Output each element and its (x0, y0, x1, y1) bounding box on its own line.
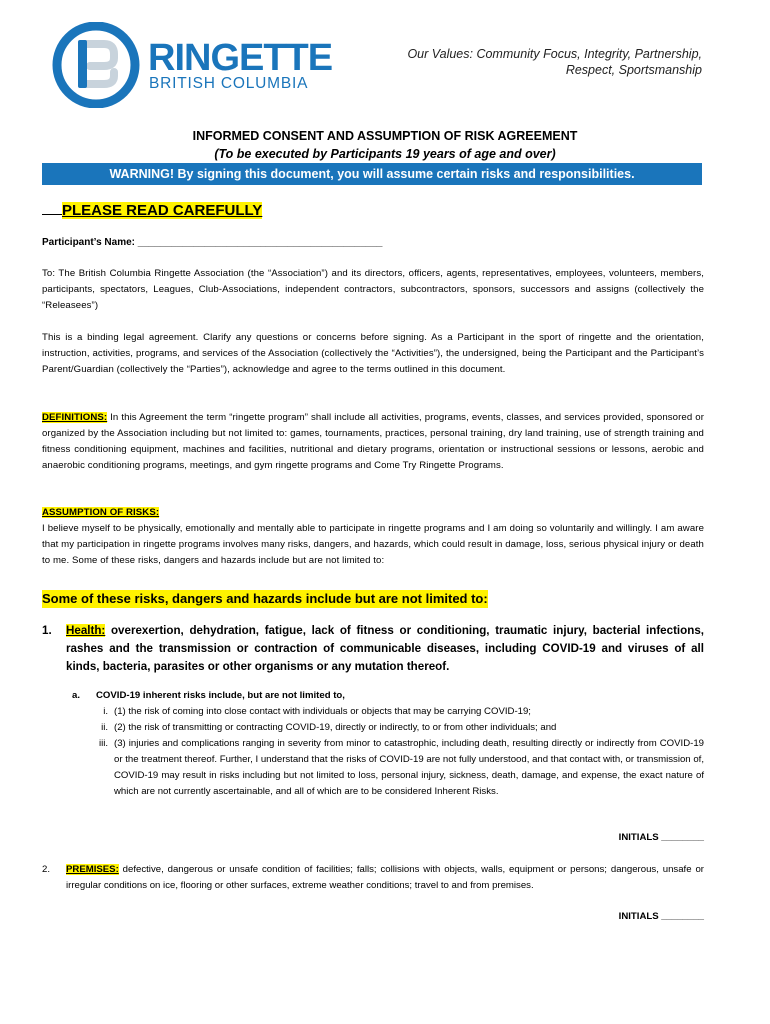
document-subtitle: (To be executed by Participants 19 years of age and over) (214, 147, 556, 161)
initials-field-1[interactable]: INITIALS ________ (618, 832, 704, 843)
premises-body (66, 862, 704, 894)
ringette-ring-icon (52, 22, 144, 108)
assumption-label: ASSUMPTION OF RISKS: (42, 507, 160, 518)
releasees-paragraph: To: The British Columbia Ringette Association (the “Association”) and its directors, officers, agents, representatives, employees, volunteers, members, participants, spectators, Leagues, Club-Associations, independent contractors, subcontractors, sponsors, successors and assigns (collectively the “Releasees”) (42, 268, 704, 311)
roman-text: (2) the risk of transmitting or contracting COVID-19, directly or indirectly, to or from other individuals; and (114, 722, 557, 733)
item-number: 1. (42, 624, 52, 637)
please-read-heading (42, 201, 262, 221)
logo-wordmark: RINGETTE (148, 37, 333, 79)
definitions-text: In this Agreement the term “ringette program” shall include all activities, programs, events, classes, and services provided, sponsored or organized by the Association including but not limited to: games, tournaments, practices, personal training, dry land training, use of strength training and fitness conditioning equipment, machines and facilities, nutritional and dietary programs, orientation or instructional sessions or lessons, aerobic and anaerobic conditioning programs, meetings, and gym ringette programs and Come Try Ringette Programs. (42, 412, 704, 471)
our-values (362, 46, 702, 78)
initials-field-2[interactable]: INITIALS ________ (618, 911, 704, 922)
assumption-section (42, 505, 704, 569)
definitions-paragraph (42, 410, 704, 474)
item-number: 2. (42, 864, 51, 875)
roman-text: (3) injuries and complications ranging in severity from minor to catastrophic, including death, resulting directly or indirectly from COVID-19 or the treatment thereof. Further, I understand that the risks of COVID-19 are not fully understood, and that contact with, or transmission of, COVID-19 may result in risks including but not limited to loss, personal injury, sickness, death, damage, and expense, the exact nature of which are not currently ascertainable, and all of which are to be considered Inherent Risks. (114, 738, 704, 797)
roman-label: i. (103, 706, 108, 717)
premises-text: defective, dangerous or unsafe condition of facilities; falls; collisions with objects, walls, equipment or persons; dangerous, unsafe or irregular conditions on ice, flooring or other surfaces, extreme weather conditions; travel to and from premises. (66, 864, 704, 891)
subitem-label: a. (72, 690, 81, 701)
values-line-1: Our Values: Community Focus, Integrity, Partnership, (407, 47, 702, 61)
roman-text: (1) the risk of coming into close contact with individuals or objects that may be carrying COVID-19; (114, 706, 531, 717)
warning-banner: WARNING! By signing this document, you will assume certain risks and responsibilities. (42, 163, 702, 185)
heading-underline (42, 201, 62, 215)
roman-label: iii. (98, 738, 108, 749)
ringette-bc-logo (52, 22, 333, 108)
health-body (66, 622, 704, 676)
logo-subtitle: BRITISH COLUMBIA (149, 75, 309, 92)
participant-name-field[interactable]: Participant’s Name: ____________________________________________ (42, 237, 383, 248)
assumption-text: I believe myself to be physically, emotionally and mentally able to participate in ringette programs and I am doing so voluntarily and willingly. I am aware that my participation in ringette programs involves many risks, dangers, and hazards, which could result in damage, loss, serious physical injury or death to me. Some of these risks, dangers and hazards include but are not limited to: (42, 523, 704, 566)
definitions-label: DEFINITIONS: (42, 412, 108, 423)
binding-agreement-paragraph: This is a binding legal agreement. Clarify any questions or concerns before signing. As a Participant in the sport of ringette and the orientation, instruction, activities, programs, and services of the Association (collectively the “Activities”), the undersigned, being the Participant and the Participant’s Parent/Guardian (collectively the “Parties”), acknowledge and agree to the terms outlined in this document. (42, 332, 704, 375)
health-label: Health: (66, 624, 106, 637)
values-line-2: Respect, Sportsmanship (565, 63, 702, 77)
please-read-text: PLEASE READ CAREFULLY (62, 202, 263, 219)
premises-label: PREMISES: (66, 864, 119, 875)
risks-heading: Some of these risks, dangers and hazards include but are not limited to: (42, 591, 488, 606)
document-title: INFORMED CONSENT AND ASSUMPTION OF RISK AGREEMENT (192, 129, 578, 143)
page-header (52, 22, 702, 112)
subitem-text: COVID-19 inherent risks include, but are not limited to, (96, 690, 345, 701)
roman-label: ii. (101, 722, 108, 733)
health-text: overexertion, dehydration, fatigue, lack of fitness or conditioning, traumatic injury, bacterial infections, rashes and the transmission or contraction of communicable diseases, including COVID-19 and viruses of all kinds, bacteria, parasites or other organisms or any mutation thereof. (66, 624, 704, 673)
